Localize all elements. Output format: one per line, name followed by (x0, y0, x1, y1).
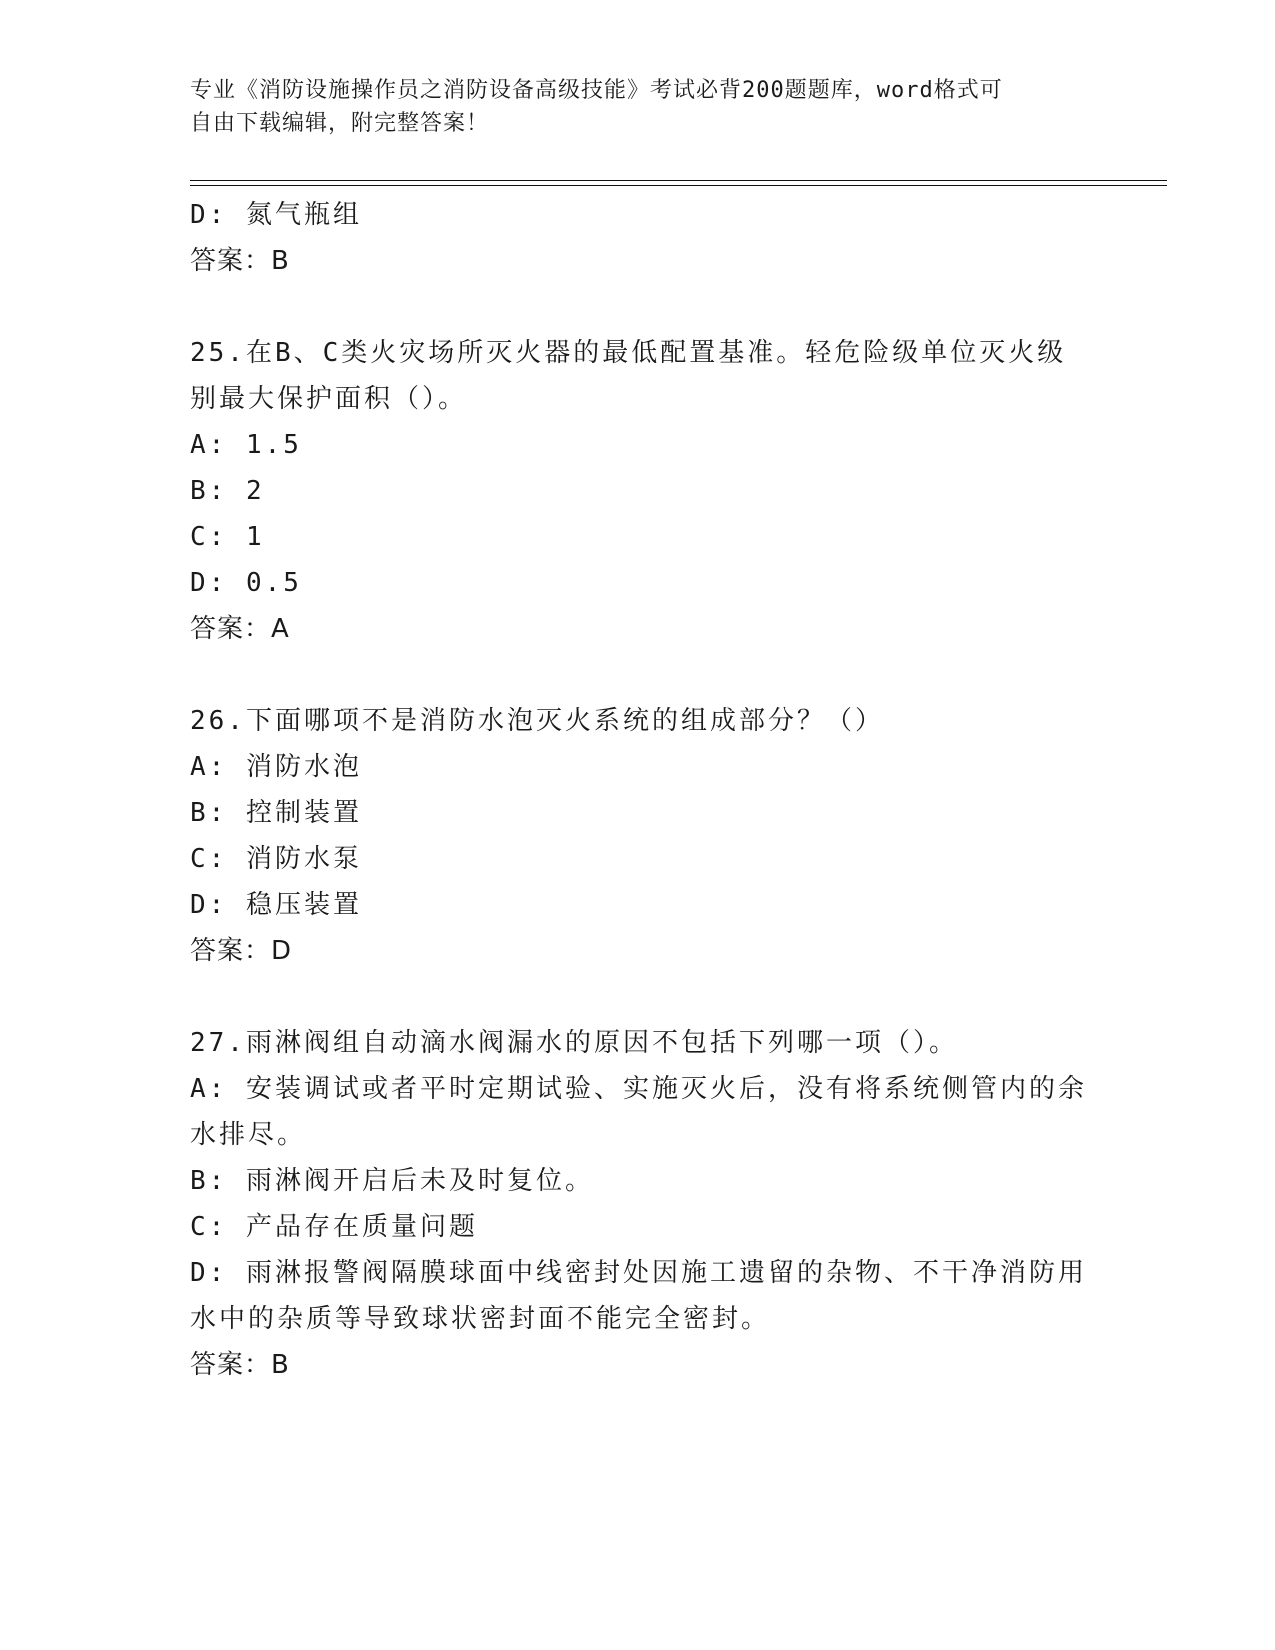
option-a: A: 消防水泡 (190, 752, 362, 782)
option-d-line-1: D: 雨淋报警阀隔膜球面中线密封处因施工遗留的杂物、不干净消防用 (190, 1258, 1087, 1288)
option-b: B: 雨淋阀开启后未及时复位。 (190, 1166, 594, 1196)
question-stem-line-1: 25.在B、C类火灾场所灭火器的最低配置基准。轻危险级单位灭火级 (190, 338, 1067, 368)
spacer (190, 284, 1090, 330)
header-line-1: 专业《消防设施操作员之消防设备高级技能》考试必背200题题库，word格式可 (190, 78, 1003, 103)
option-b: B: 2 (190, 476, 265, 506)
prev-option-d: D: 氮气瓶组 (190, 200, 362, 230)
spacer (190, 652, 1090, 698)
header-divider-top (190, 180, 1167, 181)
question-stem: 26.下面哪项不是消防水泡灭火系统的组成部分？（） (190, 706, 884, 736)
header-divider-bottom (190, 185, 1167, 186)
option-d: D: 稳压装置 (190, 890, 362, 920)
prev-answer: 答案：B (190, 246, 290, 276)
question-content (190, 192, 1090, 1388)
option-c: C: 1 (190, 522, 265, 552)
answer: 答案：A (190, 614, 290, 644)
question-25 (190, 330, 1090, 652)
question-26 (190, 698, 1090, 974)
option-a: A: 1.5 (190, 430, 302, 460)
question-stem-line-2: 别最大保护面积（）。 (190, 384, 468, 414)
header-line-2: 自由下载编辑，附完整答案！ (190, 111, 490, 136)
option-d-line-2: 水中的杂质等导致球状密封面不能完全密封。 (190, 1304, 771, 1334)
option-d: D: 0.5 (190, 568, 302, 598)
option-a-line-1: A: 安装调试或者平时定期试验、实施灭火后，没有将系统侧管内的余 (190, 1074, 1087, 1104)
answer: 答案：D (190, 936, 293, 966)
answer: 答案：B (190, 1350, 290, 1380)
spacer (190, 974, 1090, 1020)
option-b: B: 控制装置 (190, 798, 362, 828)
option-c: C: 产品存在质量问题 (190, 1212, 478, 1242)
question-stem: 27.雨淋阀组自动滴水阀漏水的原因不包括下列哪一项（）。 (190, 1028, 958, 1058)
question-27 (190, 1020, 1090, 1388)
option-c: C: 消防水泵 (190, 844, 362, 874)
option-a-line-2: 水排尽。 (190, 1120, 307, 1150)
document-header (190, 74, 1090, 140)
